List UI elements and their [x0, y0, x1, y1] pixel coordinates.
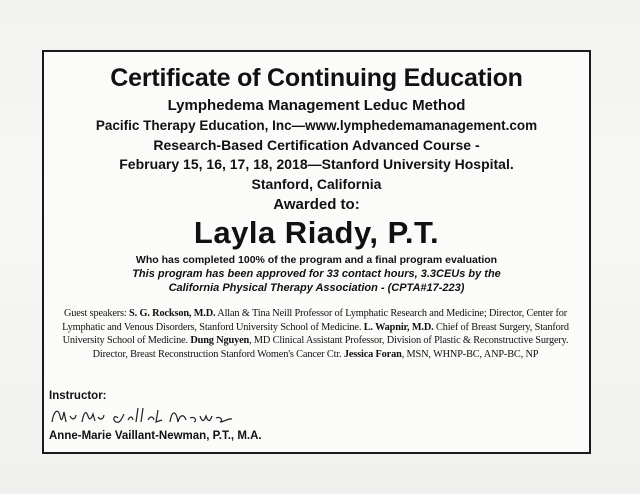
- guest-speakers: [50, 307, 581, 362]
- instructor-signature: [48, 402, 238, 428]
- certificate-title: Certificate of Continuing Education: [110, 64, 523, 92]
- speaker-description: , MD Clinical Assistant Professor, Division of Plastic & Reconstructive Surgery. Director, Breast Reconstruction Stanford Women's Cancer Ctr.: [92, 335, 569, 361]
- speaker-name: Jessica Foran: [343, 349, 402, 361]
- recipient-name: Layla Riady, P.T.: [193, 215, 440, 250]
- city-line: Stanford, California: [251, 176, 382, 192]
- provider-line: Pacific Therapy Education, Inc—www.lymphedemamanagement.com: [95, 118, 538, 133]
- speaker-name: L. Wapnir, M.D.: [363, 321, 434, 333]
- instructor-label: Instructor:: [49, 390, 107, 402]
- completion-statement: Who has completed 100% of the program and a final program evaluation: [135, 254, 498, 266]
- speakers-intro: Guest speakers:: [63, 308, 130, 319]
- awarded-to-label: Awarded to:: [273, 196, 360, 213]
- association-statement: California Physical Therapy Association - (CPTA#17-223): [168, 282, 465, 294]
- course-name: Lymphedema Management Leduc Method: [167, 97, 466, 114]
- speaker-name: Dung Nguyen: [190, 335, 250, 347]
- course-type: Research-Based Certification Advanced Course -: [153, 137, 480, 153]
- approval-statement: This program has been approved for 33 contact hours, 3.3CEUs by the: [132, 268, 501, 280]
- speaker-name: S. G. Rockson, M.D.: [129, 308, 216, 319]
- certificate-frame: [42, 50, 591, 454]
- dates-location: February 15, 16, 17, 18, 2018—Stanford University Hospital.: [119, 156, 514, 172]
- speaker-description: Chief of Breast Surgery, Stanford University School of Medicine.: [62, 321, 569, 347]
- instructor-name: Anne-Marie Vaillant-Newman, P.T., M.A.: [49, 430, 262, 442]
- speaker-description: Allan & Tina Neill Professor of Lymphatic Research and Medicine; Director, Center for Lymphatic and Venous Disorders, Stanford University School of Medicine.: [62, 308, 568, 333]
- speaker-description: , MSN, WHNP-BC, ANP-BC, NP: [401, 349, 539, 361]
